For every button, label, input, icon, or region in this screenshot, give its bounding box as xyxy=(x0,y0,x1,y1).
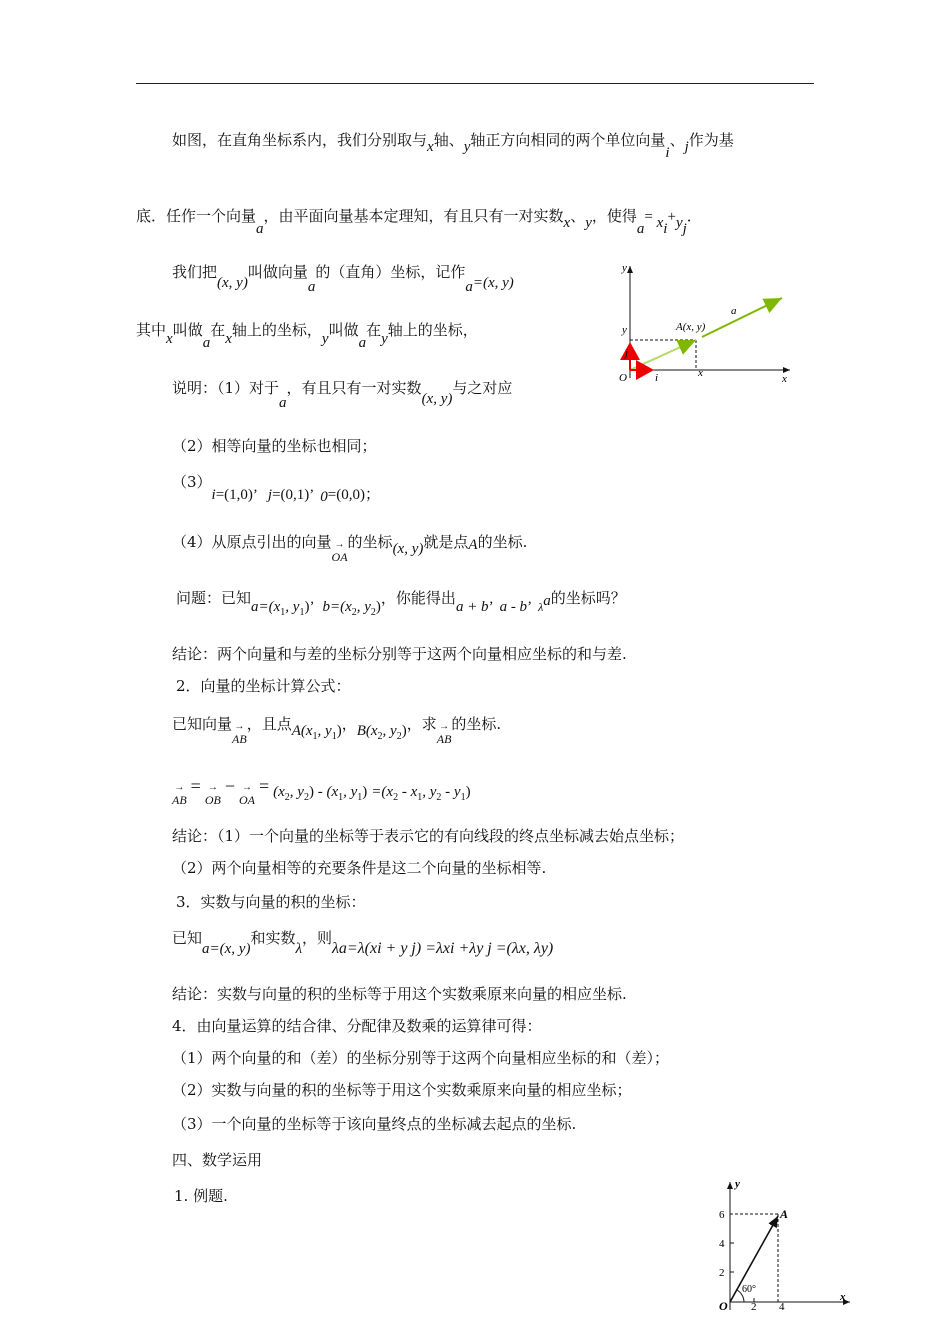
y-tick-label: 4 xyxy=(719,1238,725,1250)
math-a: a xyxy=(543,593,551,609)
math: (x xyxy=(326,784,339,800)
paragraph-conclusion-2a: 结论：（1）一个向量的坐标等于表示它的有向线段的终点坐标减去始点坐标； xyxy=(172,827,685,845)
math-x: x xyxy=(166,331,173,347)
header-rule xyxy=(136,83,814,84)
paragraph-note-4 xyxy=(172,532,528,564)
subscript: 1 xyxy=(312,731,318,742)
paragraph-conclusion-1: 结论：两个向量和与差的坐标分别等于这两个向量相应坐标的和与差. xyxy=(172,645,627,663)
text: 轴上的坐标， xyxy=(387,321,478,339)
math: , y xyxy=(356,599,371,615)
text: ，且点 xyxy=(246,715,292,733)
math: , y xyxy=(289,784,304,800)
math-a: a xyxy=(256,221,264,237)
math-eq-xy: =(x, y) xyxy=(472,275,514,291)
math-sum: a + b xyxy=(455,599,489,615)
subscript: 2 xyxy=(377,731,383,742)
subscript: 1 xyxy=(460,792,466,803)
math: , y xyxy=(285,599,300,615)
math: ) xyxy=(465,784,471,800)
math: ) xyxy=(336,723,342,739)
origin-label: O xyxy=(719,1299,728,1313)
vector-ab: → AB xyxy=(172,790,187,810)
math-j: j xyxy=(267,487,273,503)
math-value: =(1,0)’ xyxy=(215,487,258,503)
text: 轴上的坐标， xyxy=(231,321,322,339)
math-a: a xyxy=(202,941,210,957)
math-zero: 0 xyxy=(320,489,328,505)
math: )’ xyxy=(304,599,315,615)
vector-ab: → AB xyxy=(437,729,452,749)
text: 其中 xyxy=(136,321,167,339)
paragraph-conclusion-2b: （2）两个向量相等的充要条件是这二个向量的坐标相等. xyxy=(172,859,547,877)
text: ，使得 xyxy=(591,207,637,225)
paragraph-note-1 xyxy=(172,378,513,411)
text: ，求 xyxy=(406,715,437,733)
text: 作为基 xyxy=(688,131,734,149)
text: 的坐标 xyxy=(347,533,393,551)
math-a: a xyxy=(251,599,259,615)
math-A: A xyxy=(468,537,478,553)
vector-coordinate-figure xyxy=(610,258,800,388)
subscript: 2 xyxy=(370,607,376,618)
text: ，你能得出 xyxy=(380,589,456,607)
subscript: 2 xyxy=(303,792,309,803)
math: (x xyxy=(273,784,285,800)
math: ) xyxy=(362,784,368,800)
text: （3） xyxy=(172,473,212,491)
vector-ob: → OB xyxy=(205,790,221,810)
paragraph-intro xyxy=(172,130,734,161)
text: 底．任作一个向量 xyxy=(136,207,257,225)
math-b-def xyxy=(322,597,381,618)
text: 、 xyxy=(570,207,586,225)
math-lambda: λ xyxy=(295,941,302,957)
point-a xyxy=(291,721,342,742)
math-a: a xyxy=(202,335,211,351)
text: ，有且只有一对实数 xyxy=(286,379,422,397)
subscript: 2 xyxy=(351,607,357,618)
math-xy: (x, y) xyxy=(392,541,424,557)
math-expression xyxy=(273,782,471,803)
text: 的坐标吗？ xyxy=(550,589,626,607)
text: 叫做 xyxy=(172,321,203,339)
paragraph-question xyxy=(176,588,626,618)
text: 与之对应 xyxy=(452,379,513,397)
math-i: i xyxy=(663,221,668,237)
text: 的（直角）坐标，记作 xyxy=(315,263,466,281)
vector-oa: → OA xyxy=(332,547,348,567)
paragraph-coordinates xyxy=(172,262,514,295)
subscript: 1 xyxy=(280,607,286,618)
math-y: y xyxy=(321,331,329,347)
paragraph-components xyxy=(136,320,478,351)
text: 已知 xyxy=(172,929,203,947)
math-xy: =(x, y) xyxy=(209,941,251,957)
formula-scalar-product xyxy=(172,928,554,957)
text: ． xyxy=(686,207,702,225)
math-value: =(0,0)； xyxy=(327,487,380,503)
paragraph-note-2: （2）相等向量的坐标也相同； xyxy=(172,437,377,455)
x-axis-label: x xyxy=(840,1291,846,1303)
paragraph-conclusion-3: 结论：实数与向量的积的坐标等于用这个实数乘原来向量的相应坐标. xyxy=(172,985,627,1003)
text: 如图，在直角坐标系内，我们分别取与 xyxy=(172,131,428,149)
list-item-3: （3）一个向量的坐标等于该向量终点的坐标减去起点的坐标. xyxy=(172,1115,577,1133)
y-axis-label: y xyxy=(735,1178,740,1190)
x-axis-label: x xyxy=(782,373,787,385)
math-y: y xyxy=(463,139,471,155)
subscript: 1 xyxy=(331,731,337,742)
text: 叫做向量 xyxy=(247,263,308,281)
y-tick-label: 6 xyxy=(719,1209,725,1221)
text: 轴正方向相同的两个单位向量 xyxy=(470,131,666,149)
subscript: 1 xyxy=(338,792,344,803)
math: ) xyxy=(401,723,407,739)
math-x: x xyxy=(225,331,232,347)
text: 我们把 xyxy=(172,263,218,281)
point-a-label: A(x, y) xyxy=(676,321,706,333)
paragraph-note-3 xyxy=(172,472,380,505)
math: B(x xyxy=(356,723,378,739)
text: 的坐标. xyxy=(451,715,502,733)
math-eq: = xyxy=(258,776,270,796)
y-tick-label: y xyxy=(622,324,627,336)
math: =(x xyxy=(258,599,281,615)
math-eq: = xyxy=(644,209,657,225)
math-j: j xyxy=(684,139,689,155)
i-label: i xyxy=(655,372,659,384)
vector-a xyxy=(702,298,782,337)
math-a: a xyxy=(307,279,316,295)
vector-a-label: a xyxy=(731,305,737,317)
text: （4）从原点引出的向量 xyxy=(172,533,332,551)
section-heading-math-application: 四、数学运用 xyxy=(172,1151,263,1169)
math-j: j xyxy=(682,221,687,237)
text: 在 xyxy=(210,321,226,339)
math-i: i xyxy=(211,487,216,503)
vector-ab: → AB xyxy=(232,729,247,749)
paragraph-basis xyxy=(136,206,702,237)
math: =(x xyxy=(371,784,394,800)
y-tick-label: 2 xyxy=(719,1267,725,1279)
section-heading-3: 3．实数与向量的积的坐标： xyxy=(176,893,366,911)
math: , y xyxy=(343,784,358,800)
math: ) - xyxy=(308,784,327,800)
list-item-2: （2）实数与向量的积的坐标等于用这个实数乘原来向量的相应坐标； xyxy=(172,1081,632,1099)
math: ) xyxy=(375,599,381,615)
subscript: 2 xyxy=(396,731,402,742)
x-tick-label: 4 xyxy=(779,1301,785,1313)
point-a-label: A xyxy=(780,1207,789,1221)
math-diff: a - b xyxy=(499,599,528,615)
math-a: a xyxy=(636,221,645,237)
paragraph-given-ab xyxy=(172,714,502,746)
math-lambda-a: λa xyxy=(331,940,347,957)
math-a: a xyxy=(358,335,367,351)
x-tick-label: x xyxy=(698,367,703,379)
x-tick-label: 2 xyxy=(751,1301,757,1313)
math-a-def xyxy=(251,597,315,618)
math-y: y xyxy=(585,215,592,231)
subscript: 2 xyxy=(393,792,399,803)
example-heading: 1. 例题. xyxy=(174,1187,228,1205)
math-sep: ’ xyxy=(488,599,494,615)
section-heading-2: 2．向量的坐标计算公式： xyxy=(176,677,351,695)
math: , y xyxy=(422,784,437,800)
math: , y xyxy=(317,723,332,739)
math: - y xyxy=(441,784,461,800)
formula-ab xyxy=(172,776,471,807)
math-b: b xyxy=(322,599,330,615)
math-x: x xyxy=(427,139,434,155)
math: A(x xyxy=(291,723,313,739)
math: =(x xyxy=(329,599,352,615)
y-axis-label: y xyxy=(622,262,627,274)
text: 轴、 xyxy=(433,131,464,149)
text: 和实数 xyxy=(250,929,296,947)
text: ，由平面向量基本定理知，有且只有一对实数 xyxy=(263,207,564,225)
subscript: 1 xyxy=(299,607,305,618)
text: 说明：（1）对于 xyxy=(172,379,280,397)
math-expansion: =λ(xi + y j) =λxi +λy j =(λx, λy) xyxy=(346,940,554,957)
text: 在 xyxy=(366,321,382,339)
text: 叫做 xyxy=(328,321,359,339)
math: , y xyxy=(382,723,397,739)
text: ， xyxy=(341,715,357,733)
text: 就是点 xyxy=(423,533,469,551)
example-figure xyxy=(700,1176,856,1314)
math-eq: = xyxy=(190,776,201,796)
math-x: x xyxy=(656,215,664,231)
math-a: a xyxy=(279,395,287,411)
list-item-1: （1）两个向量的和（差）的坐标分别等于这两个向量相应坐标的和（差）； xyxy=(172,1049,670,1067)
math-lambda: λ xyxy=(538,600,544,614)
origin-label: O xyxy=(619,372,627,384)
math-value: =(0,1)’ xyxy=(272,487,315,503)
math-plus: + xyxy=(667,209,676,225)
text: 的坐标. xyxy=(477,533,528,551)
j-label: j xyxy=(625,347,629,359)
vector-oa xyxy=(630,340,696,370)
section-heading-4: 4．由向量运算的结合律、分配律及数乘的运算律可得： xyxy=(172,1017,542,1035)
text: 、 xyxy=(669,131,685,149)
text: 已知向量 xyxy=(172,715,233,733)
vector-oa: → OA xyxy=(239,790,255,810)
math-xy: (x, y) xyxy=(217,275,248,291)
point-b xyxy=(356,721,407,742)
math-y: y xyxy=(675,215,683,231)
angle-label: 60° xyxy=(742,1284,756,1295)
subscript: 2 xyxy=(284,792,290,803)
math-x: x xyxy=(563,215,571,231)
math-y: y xyxy=(381,331,388,347)
subscript: 2 xyxy=(436,792,442,803)
subscript: 1 xyxy=(357,792,363,803)
subscript: 1 xyxy=(417,792,423,803)
text: ，则 xyxy=(301,929,332,947)
math-i: i xyxy=(665,145,670,161)
math-sep: ’ xyxy=(527,599,533,615)
math: - x xyxy=(398,784,418,800)
text: 问题：已知 xyxy=(176,589,252,607)
math-minus: − xyxy=(224,776,235,796)
math-xy: (x, y) xyxy=(421,391,453,407)
math-a: a xyxy=(465,279,473,295)
